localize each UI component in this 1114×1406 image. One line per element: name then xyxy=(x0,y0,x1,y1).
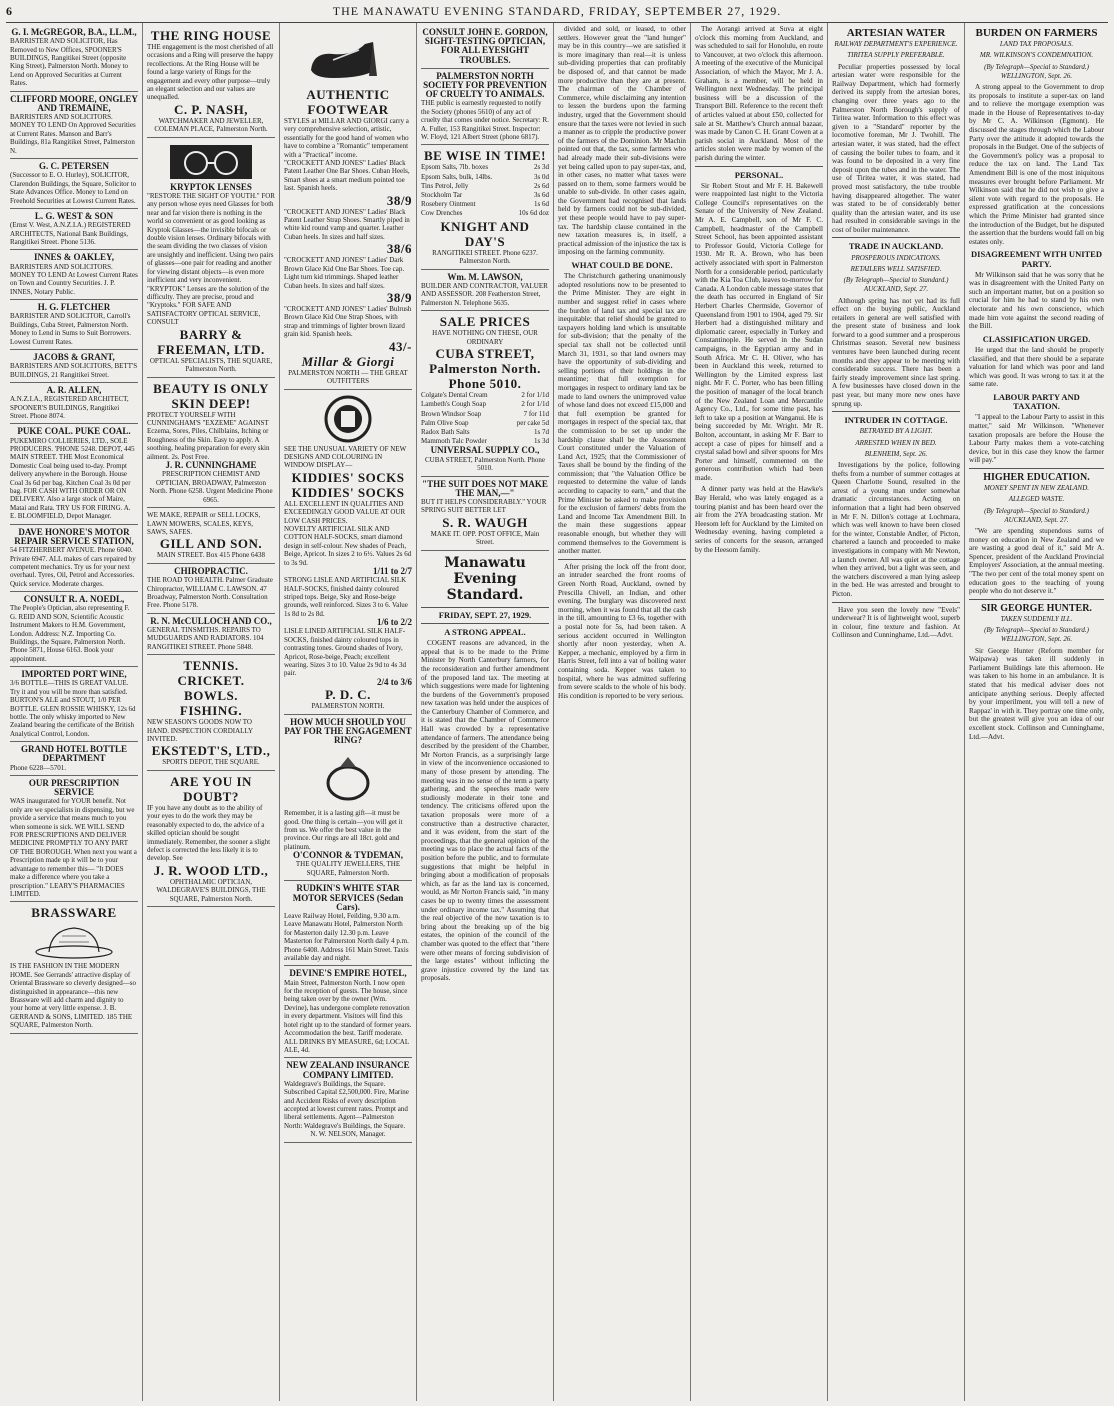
ad-tennis: TENNIS. CRICKET. BOWLS. FISHING. NEW SEASON'S GOODS NOW TO HAND. INSPECTION CORDIALLY INVITED. EKSTEDT'S, LTD., SPORTS DEPOT, THE SQUARE. xyxy=(147,655,275,771)
artesian-heading: ARTESIAN WATER xyxy=(846,27,946,39)
personal-news: Sir Robert Stout and Mr F. H. Bakewell were reappointed last night to the Victoria College Council's representatives on the Senate of the University of New Zealand. Mr A. E. Campbell, son of Mr F. C. Campbell, headmaster of the Campbell Street School, has been appointed assistant to Professor Gould, Victoria College for 1930. Mr R. A. Brown, who has been actively associated with sport in Palmerston North for a considerable period, particularly with the Kia Toa Club, leaves to-morrow for Canada. A London cable message states that the death has occurred in England of Sir Herbert Charles Chermside, Governor of Queensland from 1901 to 1904, aged 79. Sir Herbert had a distinguished military and diplomatic career, especially in Turkey and Constantinople. He served in the Sudan campaigns, in the Egyptian army and in South Africa. Mr C. H. Oliver, who has been in Auckland this week, returned to Wellington by the Limited express last night. Mr F. C. Porter, who has been filling the position of manager of the local branch of the New Zealand Loan and Mercantile Agency Co., Ltd., for some time past, has left to take up a position at Wanganui. He is being succeeded by Mr. Wright. Mr R. Bolton, accountant, in asking Mr F. Barr to accept a case of pipes for himself and a crystal salad bowl and silver spoons for Mrs Porter and himself, commented on the generous contribution which had been made. xyxy=(695,181,823,482)
brassware-illustration xyxy=(29,922,119,960)
ad-prescription: OUR PRESCRIPTION SERVICE WAS inaugurated for YOUR benefit. Not only are we specialists in dispensing, but we provide a service that means much to you when someone is sick. WE WILL SEND FOR PRESCRIPTIONS AND DELIVER MEDICINE PROMPTLY TO ANY PART OF THE BOROUGH. When next you want a Prescription made up it will be to your advantage to remember this— "It DOES make a difference where you take a prescription." LEARY'S PHARMACIES LIMITED. xyxy=(10,776,138,902)
news-briefs: After prising the lock off the front door, an intruder searched the front rooms of Green North Road, Auckland, owned by Prescilla Chivell, an Indian, and other evening. The burglary was discovered next morning, when it was found that all the cash in the till, amounting to £3 6s, together with a postal note for 5s, had been taken. A serious accident occurred in Wellington shortly after noon yesterday, when A. Kepper, a mechanic, employed by a firm in Harris Street, fell into a vat of boiling water containing soda. Kepper was taken to hospital, where he was admitted suffering from severe scalds to the whole of his body. His condition is reported to be very serious. xyxy=(558,562,686,700)
burden-article: A strong appeal to the Government to drop its proposals to institute a super-tax on land and to relieve the mortgage exemption was made in the House of Representatives to-day by Mr C. A. Wilkinson (Egmont). He discussed the stages through which the Labour Party over the attitude it adopted towards the proposals in the Budget. One of the subjects of the Government's policy was a proposal to reduce the tax on land. The Land Tax Amendment Bill is one of the most iniquitous measures ever brought before Parliament. Mr Wilkinson said that he did not wish to give a silent vote with regard to the proposals. He expressed gratification at the concessions which the Prime Minister had granted since the introduction of the Budget, but he disputed the assertion that the burdens would fall on big estates only. xyxy=(969,83,1104,246)
ad-waugh-suit: "THE SUIT DOES NOT MAKE THE MAN,—" BUT IT HELPS CONSIDERABLY." YOUR SPRING SUIT BETTER LET S. R. WAUGH MAKE IT. OPP. POST OFFICE, Main Street. xyxy=(421,477,549,551)
ad-gordon-optician: CONSULT JOHN E. GORDON, SIGHT-TESTING OPTICIAN, FOR ALL EYESIGHT TROUBLES. xyxy=(421,25,549,69)
page-number: 6 xyxy=(6,4,13,18)
ad-be-wise: BE WISE IN TIME! Epsom Salts, 7lb. boxes 2s 3d Epsom Salts, bulk, 14lbs. 3s 0d Tins Petrol, Jelly 2s 6d Stockholm Tar 3s 6d Rosebery Ointment 1s 6d Cow Drenches 10s 6d doz KNIGHT AND DAY'S RANGITIKEI STREET. Phone 6237. Palmerston North. xyxy=(421,145,549,269)
intruder-article: Investigations by the police, following thefts from a number of summer cottages at Queen Charlotte Sound, resulted in the arrest of a young man under somewhat dramatic circumstances. Acting on information that a light had been observed in Mr F. N. Dillon's cottage at Lochmara, which was well known to have been closed for the winter, Constable Andler, of Picton, chartered a launch and proceeded to make investigations in company with Mr Newton, a launch owner. All was quiet at the cottage when they arrived, but a light was seen, and the watchers discovered a man lying asleep in the bed. He was arrested and brought to Picton. xyxy=(832,461,960,598)
ad-sale-prices: SALE PRICES HAVE NOTHING ON THESE, OUR ORDINARY CUBA STREET, Palmerston North. Phone 5010. Colgate's Dental Cream 2 for 1/1d Lambeth's Cough Soap 2 for 1/1d Brown Windsor Soap 7 for 11d Palm Olive Soap per cake 5d Radox Bath Salts 1s 7d Mammoth Talc Powder 1s 3d UNIVERSAL SUPPLY CO., CUBA STREET, Palmerston North. Phone 5010. xyxy=(421,311,549,476)
ad-lawson: Wm. M. LAWSON, BUILDER AND CONTRACTOR, VALUER AND ASSESSOR. 208 Featherston Street, Palmerston N. Telephone 5635. xyxy=(421,270,549,311)
ad-west-son: L. G. WEST & SON (Ernst V. West, A.N.Z.I.A.) REGISTERED ARCHITECTS, National Bank Buildings, Rangitikei Street. Phone 5136. xyxy=(10,209,138,250)
ad-mcculloch: R. N. McCULLOCH AND CO., GENERAL TINSMITHS. REPAIRS TO MUDGUARDS AND RADIATORS. 104 RANGITIKEI STREET. Phone 5848. xyxy=(147,614,275,655)
education-heading: HIGHER EDUCATION. xyxy=(983,472,1090,483)
ring-illustration xyxy=(318,747,378,807)
ad-gill: WE MAKE, REPAIR or SELL LOCKS, LAWN MOWERS, SCALES, KEYS, SAWS, SAFES. GILL AND SON. MAIN STREET. Box 415 Phone 6438 xyxy=(147,508,275,564)
editorial-body: COGENT reasons are advanced, in the appeal that is to be made to the Prime Minister by North Canterbury farmers, for the reconsideration and further amendment of the proposed land tax. The meeting at which suggestions were made for lightening the burdens of the Government's proposed new taxation was held under the auspices of the Canterbury Chamber of Commerce, and it is stated that the Chamber of Commerce Hall was crowded by a representative attendance of farmers. The attendance being described by the president of the Chamber, Mr Norton Francis, as a surprisingly large in view of the inconvenience occasioned to many of those present by attending. The meeting was in no sense of the term a party gathering, and the speeches made were studiously moderate in their tone and tendency. The criticisms offered upon the taxation proposals were more of a constructive than a destructive character, and it was evident, from the start of the proceedings, that the general opinion of the meeting was to place the actual facts of the position before the public, and to formulate suggestions that might be helpful in bringing about a modification of proposals which, as far as the land tax is concerned, would, as Mr Norton Francis said, "in many cases be up to twenty times the assessment under ordinary income tax." Assuming that the real objective of the new taxation is to bring about the breaking up of the big estates, the opinion of the council of the chamber was quoted to the effect that "there were other means of forcing subdivision of the large estates" without inflicting the grave injustice covered by the land tax proposals. xyxy=(421,639,549,983)
column-1 xyxy=(6,23,143,1401)
ad-jacobs-grant: JACOBS & GRANT, BARRISTERS AND SOLICITORS, BETT'S BUILDINGS, 21 Rangitikei Street. xyxy=(10,350,138,383)
ad-ring-house: THE RING HOUSE THE engagement is the most cherished of all occasions and a Ring will preserve the happy recollections. At the Ring House will be found a large variety of Rings for the engagement and every other purpose—truly an elegant selection and our values are unequalled. C. P. NASH, WATCHMAKER AND JEWELLER, COLEMAN PLACE, Palmerston North. xyxy=(147,25,275,138)
column-4 xyxy=(417,23,554,1401)
ad-fletcher: H. G. FLETCHER BARRISTER AND SOLICITOR, Carroll's Buildings, Cuba Street, Palmerston North. Money to Lend in Sums to Suit Borrowers. Lowest Current Rates. xyxy=(10,300,138,350)
ad-port-wine: IMPORTED PORT WINE, 3/6 BOTTLE—THIS IS GREAT VALUE. Try it and you will be more than satisfied. BURTON'S ALE and STOUT, 1/0 PER BOTTLE. GLEN ROSSIE WHISKY, 12s 6d bottle. The only whisky imported to New Zealand bearing the certificate of the British Analytical Control, London. xyxy=(10,667,138,742)
ad-noedl: CONSULT R. A. NOEDL, The People's Optician, also representing F. G. REID AND SON, Scientific Acoustic Instrument Makers to H.M. Government, London. Address: N.Z. Importing Co. Buildings, the Square, Palmerston North. Phone 5871, House 6163. Book your appointment. xyxy=(10,592,138,667)
trade-article: Although spring has not yet had its full effect on the buying public, Auckland retailers in general are well satisfied with the present state of business and look forward to a good summer and a prosperous Christmas season. Several new business ventures have been launched during recent months and they appear to be meeting with considerable success. There has been a fairly steady improvement since last spring. A few businesses have closed down in the past year, but many more new ones have sprung up. xyxy=(832,296,960,408)
artesian-article: Peculiar properties possessed by local artesian water were responsible for the Railway Department, which had formerly derived its supply from the artesian bores, changing over three years ago to the Palmerston North Borough's supply of Tiritea water. Information to this effect was given to a "Standard" reporter by the locomotive foreman, Mr J. Twohill. The artesian water, it was stated, had the effect of causing the boiler tubes to foam, and it was found to be deposited in a very fine deposit upon the tubes and in the water. The use of Tiritea water, it was stated, had proved most satisfactory, the tube trouble having disappeared altogether. The water was stated to be of considerably better quality than the artesian water, and its use had resulted in considerable savings in the cost of boiler maintenance. xyxy=(832,62,960,234)
ad-mcgregor: G. I. McGREGOR, B.A., LL.M., BARRISTER AND SOLICITOR, Has Removed to New Offices, SPOONER'S BUILDINGS, Rangitikei Street (opposite King Street), Palmerston North. Money to Lend on Approved Securities at Current Rates. xyxy=(10,25,138,92)
burden-heading: BURDEN ON FARMERS xyxy=(975,27,1098,39)
editorial-subheading: WHAT COULD BE DONE. xyxy=(571,260,673,271)
general-news: The Aorangi arrived at Suva at eight o'clock this morning from Auckland, and was scheduled to sail for Honolulu, en route to Vancouver, at two o'clock this afternoon. A meeting of the executive of the Municipal Association, of which the Mayor, Mr J. A. Graham, is a member, will be held in Wellington next Wednesday. The principal business will be a discussion of the Transport Bill. Reference to the recent theft of articles valued at about £50, collected for sale at St. Matthew's Church annual bazaar, was made by Canon C. H. Grant Cowen at a parish social in Auckland. Most of the articles stolen were made by women of the parish during the winter. xyxy=(695,25,823,162)
page-masthead xyxy=(6,4,1108,23)
column-7: ARTESIAN WATER RAILWAY DEPARTMENT'S EXPERIENCE. TIRITEA SUPPLY PREFERABLE. Peculiar properties possessed by local artesian water were responsible for the Railway Department, which had formerly derived its supply from the artesian bores, changing over three years ago to the Palmerston North Borough's supply of Tiritea water. Information to this effect was given to a "Standard" reporter by the locomotive foreman, Mr J. Twohill. The artesian water, it was stated, had the effect of causing the boiler tubes to foam, and it was found to be deposited in a very fine deposit upon the tubes and in the water. The use of Tiritea water, it was stated, had proved most satisfactory, the tube trouble having disappeared altogether. The water was stated to be of considerably better quality than the artesian water, and its use had resulted in considerable savings in the cost of boiler maintenance. TRADE IN AUCKLAND. PROSPEROUS INDICATIONS. RETAILERS WELL SATISFIED. (By Telegraph—Special to Standard.) AUCKLAND, Sept. 27. Although spring has not yet had its full effect on the buying public, Auckland retailers in general are well satisfied with the present state of business and look forward to a good summer and a prosperous Christmas season. Several new business ventures have been launched during recent months and they appear to be meeting with considerable success. There has been a fairly steady improvement since last spring. A few businesses have closed down in the past year, but many more new ones have sprung up. INTRUDER IN COTTAGE. BETRAYED BY A LIGHT. ARRESTED WHEN IN BED. BLENHEIM, Sept. 26. Investigations by the police, following thefts from a number of summer cottages at Queen Charlotte Sound, resulted in the arrest of a young man under somewhat dramatic circumstances. Acting on information that a light had been observed in Mr F. N. Dillon's cottage at Lochmara, which was well known to have been closed for the winter, Constable Andler, of Picton, chartered a launch and proceeded to make investigations in company with Mr Newton, a launch owner. All was quiet at the cottage when they arrived, but a light was seen, and the watchers discovered a man lying asleep in the bed. He was arrested and brought to Picton. Have you seen the lovely new "Evels" underwear? It is of lightweight wool, superb in colour, fine texture and fashion. At Collinson and Cunninghame, Ltd.—Advt. xyxy=(828,23,965,1401)
ad-in-doubt: ARE YOU IN DOUBT? IF you have any doubt as to the ability of your eyes to do the work they may be reasonably expected to do, the advice of a skilled optician should be sought immediately. Remember, the sooner a slight defect is corrected the less likely it is to develop. See J. R. WOOD LTD., OPHTHALMIC OPTICIAN, WALDEGRAVE'S BUILDINGS, THE SQUARE, Palmerston North. xyxy=(147,771,275,907)
hunter-article: Sir George Hunter (Reform member for Waipawa) was taken ill suddenly in Parliament Buildings late this afternoon. He was taken to his home in an ambulance. It is stated that his medical adviser does not anticipate anything serious. Deeply affected by your imperilment, you will tell a new of Rappaz' in with it. They portray one time only, but the greatest will give you an idea of our excellent stock. Collinson and Cunninghame, Ltd.—Advt. xyxy=(969,646,1104,741)
column-5 xyxy=(554,23,691,1401)
trade-heading: TRADE IN AUCKLAND. xyxy=(848,241,944,252)
evels-advert: Have you seen the lovely new "Evels" underwear? It is of lightweight wool, superb in colour, fine texture and fashion. At Collinson and Cunninghame, Ltd.—Advt. xyxy=(832,605,960,640)
pdc-logo-icon xyxy=(317,395,379,443)
newspaper-nameplate: Manawatu Evening Standard. xyxy=(444,554,526,603)
ad-beauty: BEAUTY IS ONLY SKIN DEEP! PROTECT YOURSELF WITH CUNNINGHAM'S "EXZEME" AGAINST Eczema, Sores, Piles, Chilblains, Itching or Roughness of the Skin. Easy to apply. A soothing, healing preparation for every skin ailment. 2s. Post Free. J. R. CUNNINGHAME PRESCRIPTION CHEMIST AND OPTICIAN, BROADWAY, Palmerston North. Phone 6258. Urgent Medicine Phone 6965. xyxy=(147,378,275,509)
ad-chiropractic: CHIROPRACTIC. THE ROAD TO HEALTH. Palmer Graduate Chiropractor, WILLIAM C. LAWSON. 47 Broadway, Palmerston North. Consultation Free. Phone 5178. xyxy=(147,564,275,614)
ad-puke-coal: PUKE COAL. PUKE COAL. PUKEMIRO COLLIERIES, LTD., SOLE PRODUCERS. 'PHONE 5248. DEPOT, 445 MAIN STREET. THE Most Economical Domestic Coal being used to-day. Prompt delivery anywhere in the Borough. House Coal 3s 6d per bag. Kitchen Coal 3s 0d per bag. FOR CASH WITH ORDER OR ON DELIVERY. Also a large stock of Maire, Matai and Rata. TRY US FOR FIRING. A. E. BLOOMFIELD, Depot Manager. xyxy=(10,424,138,524)
editorial-heading: A STRONG APPEAL. xyxy=(444,626,526,637)
ad-kryptok: KRYPTOK LENSES "RESTORE THE SIGHT OF YOUTH." FOR any person whose eyes need Glasses for both near and far vision there is nothing in the world so convenient or as good looking as Kryptok Glasses—the invisible bifocals or double vision lenses. Ordinary bifocals with the seam dividing the two classes of vision are unsightly and inefficient. Using two pairs of glasses—one pair for reading and another for viewing distant objects—is even more inefficient and very inconvenient. "KRYPTOK" Lenses are the solution of the difficulty. They are precise, proud and "Kryptoks." FOR SAFE AND SATISFACTORY OPTICAL SERVICE, CONSULT BARRY & FREEMAN, LTD. OPTICAL SPECIALISTS, THE SQUARE, Palmerston North. xyxy=(147,138,275,378)
ad-spca: PALMERSTON NORTH SOCIETY FOR PREVENTION OF CRUELTY TO ANIMALS. THE public is earnestly requested to notify the Society (phones 5610) of any act of cruelty that comes under notice. Secretary: R. A. Fuller, 153 Rangitikei Street. Inspector: W. Floyd, 121 Albert Street (phone 6817). xyxy=(421,69,549,146)
ad-petersen: G. C. PETERSEN (Successor to E. O. Hurley), SOLICITOR, Clarendon Buildings, the Square, Solicitor to State Advances Office. Money to Lend on Freehold Securities at Lowest Current Rates. xyxy=(10,159,138,209)
ad-footwear: AUTHENTIC FOOTWEAR STYLES at MILLAR AND GIORGI carry a very comprehensive selection, artistic, essentially for the good hand of women who have to combine a "Romantic" temperament with a "Practical" income. "CROCKETT AND JONES" Ladies' Black Patent Leather One Bar Shoes. Cuban Heels, Smart shoes at a smart medium pointed toe last. Spanish heels. 38/9 "CROCKETT AND JONES" Ladies' Black Patent Leather Strap Shoes. Smartly piped in white kid round vamp and quarter. Leather Cuban heels. In sizes and half sizes. 38/6 "CROCKETT AND JONES" Ladies' Dark Brown Glace Kid One Bar Shoes. Toe cap. Light turn kid trimmings. Shaped leather Cuban heels. In sizes and half sizes. 38/9 "CROCKETT AND JONES" Ladies' Bulrush Brown Glace Kid One Strap Shoes, with strap and trimmings of lighter brown lizard grain kid. Spanish heels. 43/- Millar & Giorgi PALMERSTON NORTH — THE GREAT OUTFITTERS xyxy=(284,25,412,390)
social-news: A dinner party was held at the Hawke's Bay Herald, who was lately engaged as a touring pianist and has been heard over the air from the 2YA broadcasting station. Mr Heesom left for Auckland by the Limited on Wednesday evening, having completed a series of concerts for the season, arranged by the Heesom family. xyxy=(695,485,823,554)
ad-engagement-ring: HOW MUCH SHOULD YOU PAY FOR THE ENGAGEMENT RING? Remember, it is a lasting gift—it must be good. One thing is certain—you will get it from us. We offer the best value in the province. Our rings are all 18ct. gold and platinum. O'CONNOR & TYDEMAN, THE QUALITY JEWELLERS, THE SQUARE, Palmerston North. xyxy=(284,715,412,882)
intruder-heading: INTRUDER IN COTTAGE. xyxy=(844,415,948,426)
spectacles-illustration xyxy=(166,143,256,181)
editorial-resolutions: The Christchurch gathering unanimously adopted resolutions now to be presented to the Prime Minister. They are eight in number and suggest relief in cases where the burden of land tax and special tax are inequitable: that relief should be granted to taxpayers holding land which is unsuitable for sub-division; that the penalty of the special tax shall not be collected until March 31, 1931, so that land owners may have the opportunity of sub-dividing and selling portions of their holdings in the meantime; that full exemption for mortgages in respect to ordinary land tax be made to land owners the unimproved value of whose land does not exceed £15,000 and that full exemption be granted for mortgages in respect of the special tax, that the commission to be set up under the hardship clause shall be the Assessment Court constituted under the Valuation of Land Act, 1925; that the Commissioner of Taxes shall be bound by the finding of the commission; that "the Valuation Office be requested to determine the value of lands according to capacity to earn," and that the Prime Minister be asked to make provision for the exclusion of farmers' debts from the Land and Income Tax Amendment Bill. In the main these suggestions appear reasonable enough, but whether they will commend themselves to the Government is another matter. xyxy=(558,272,686,556)
issue-date: FRIDAY, SEPT. 27, 1929. xyxy=(438,609,532,620)
ad-grand-hotel: GRAND HOTEL BOTTLE DEPARTMENT Phone 6228—5701. xyxy=(10,742,138,776)
ad-rudkin: RUDKIN'S WHITE STAR MOTOR SERVICES (Sedan Cars). Leave Railway Hotel, Feilding, 9.30 a.m. Leave Manawatu Hotel, Palmerston North for Masterton daily 12.30 p.m. Leave Masterton for Palmerston North daily 4 p.m. Phone 6408. Address 161 Main Street. Taxis available day and night. xyxy=(284,881,412,966)
hunter-heading: SIR GEORGE HUNTER. xyxy=(981,602,1092,614)
ad-pdc-socks: SEE THE UNUSUAL VARIETY OF NEW DESIGNS AND COLOURING IN WINDOW DISPLAY— KIDDIES' SOCKS KIDDIES' SOCKS ALL EXCELLENT IN QUALITIES AND EXCEEDINGLY GOOD VALUE AT OUR LOW CASH PRICES. NOVELTY ARTIFICIAL SILK AND COTTON HALF-SOCKS, smart diamond design in self-colour. New shades of Peach, Beige, Apricot. In sizes 2 to 6½. Values 2s 6d to 3s 9d. 1/11 to 2/7 STRONG LISLE AND ARTIFICIAL SILK HALF-SOCKS, finished dainty coloured striped tops. Beige, Sky and Rose-beige grounds, well reinforced. Sizes 3 to 6. Value 1s 8d to 2s 8d. 1/6 to 2/2 LISLE LINED ARTIFICIAL SILK HALF-SOCKS, finished dainty coloured tops in contrasting tones. Ground shades of Ivory, Apricot, Rose-beige, Peach; excellent wearing. Sizes 3 to 10. Value 2s 9d to 4s 3d pair. 2/4 to 3/6 P. D. C. PALMERSTON NORTH. xyxy=(284,390,412,715)
personal-heading: PERSONAL. xyxy=(734,169,784,180)
column-2 xyxy=(143,23,280,1401)
ad-allen: A. R. ALLEN, A.N.Z.I.A., REGISTERED ARCHITECT, SPOONER'S BUILDINGS, Rangitikei Street. Phone 8074. xyxy=(10,383,138,424)
education-article: "We are spending stupendous sums of money on education in New Zealand and we are wasting a good deal of it," said Mr A. Spencer, president of the Auckland Provincial Employers' Association, at the annual meeting. "The two per cent of the total money spent on education goes to the teaching of young people who do not deserve it." xyxy=(969,527,1104,596)
ad-innes-oakley: INNES & OAKLEY, BARRISTERS AND SOLICITORS. MONEY TO LEND At Lowest Current Rates on Town and Country Securities. J. P. INNES, Notary Public. xyxy=(10,250,138,300)
column-8: BURDEN ON FARMERS LAND TAX PROPOSALS. MR. WILKINSON'S CONDEMNATION. (By Telegraph—Special to Standard.) WELLINGTON, Sept. 26. A strong appeal to the Government to drop its proposals to institute a super-tax on land and to relieve the mortgage exemption was made in the House of Representatives to-day by Mr C. A. Wilkinson (Egmont). He discussed the stages through which the Labour Party over the attitude it adopted towards the proposals in the Budget. One of the subjects of the Government's policy was a proposal to reduce the tax on land. The Land Tax Amendment Bill is one of the most iniquitous measures ever brought before Parliament. Mr Wilkinson said that he did not wish to give a silent vote with regard to the proposals. He expressed gratification at the concessions which the Prime Minister had granted since the introduction of the Budget, but he disputed the assertion that the burdens would fall on big estates only. DISAGREEMENT WITH UNITED PARTY. Mr Wilkinson said that he was sorry that he was in disagreement with the United Party on such an important matter, but on a position so crucial for him he had to stand by his own electorate and his own conscience, which made him vote against the second reading of the Bill. CLASSIFICATION URGED. He urged that the land should be properly classified, and that there should be a separate valuation for land which was poor and land which was good. It was wrong to tax it at the same rate. LABOUR PARTY AND TAXATION. "I appeal to the Labour Party to assist in this matter," said Mr Wilkinson. "Whenever taxation proposals are before the House the Labour Party makes them a vote-catching device, but in this case they know the farmer will pay." HIGHER EDUCATION. MONEY SPENT IN NEW ZEALAND. ALLEGED WASTE. (By Telegraph—Special to Standard.) AUCKLAND, Sept. 27. "We are spending stupendous sums of money on education in New Zealand and we are wasting a good deal of it," said Mr A. Spencer, president of the Auckland Provincial Employers' Association, at the annual meeting. "The two per cent of the total money spent on education goes to the teaching of young people who do not deserve it." SIR GEORGE HUNTER. TAKEN SUDDENLY ILL. (By Telegraph—Special to Standard.) WELLINGTON, Sept. 26. Sir George Hunter (Reform member for Waipawa) was taken ill suddenly in Parliament Buildings late this afternoon. He was taken to his home in an ambulance. It is stated that his medical adviser does not anticipate anything serious. Deeply affected by your imperilment, you will tell a new of Rappaz' in with it. They portray one time only, but the greatest will give you an idea of our excellent stock. Collinson and Cunninghame, Ltd.—Advt. xyxy=(969,27,1104,741)
column-6 xyxy=(691,23,828,1401)
ad-devine-hotel: DEVINE'S EMPIRE HOTEL, Main Street, Palmerston North. I now open for the reception of guests. The house, since being taken over by the owner (Wm. Devine), has undergone complete renovation in every department. Visitors will find this hotel right up to the standard of former years. Accommodation the best. Tariff moderate. ALL DRINKS BY MEASURE, 6d; LOCAL ALE, 4d. xyxy=(284,966,412,1058)
ad-brassware: BRASSWARE IS THE FASHION IN THE MODERN HOME. See Gerrands' attractive display of Oriental Brassware so cleverly designed—so distinguished in appearance—this new Brassware will add charm and dignity to your home at very little expense. J. B. GERRAND & SONS, LIMITED. 185 THE SQUARE, Palmerston North. xyxy=(10,902,138,1033)
masthead-title: THE MANAWATU EVENING STANDARD, FRIDAY, SEPTEMBER 27, 1929. xyxy=(332,4,782,18)
editorial-continued: divided and sold, or leased, to other settlers. However great the "land hunger" may be in this country—we are satisfied it is more imaginary than real—it is unless sub-dividing properties that can profitably be disposed of, and that cannot be made more productive than they are at present. The chairman of the Chamber of Commerce, while disclaiming any intention to lessen the burdens upon the farming industry, urged that the Government should ensure that the taxes were not levied in such a manner as to cripple the productive power of the farmers of the Dominion. Mr Machin pointed out that, the tax, some farmers who had already made their sub-divisions were yet being called upon to pay super-tax, and, in other cases, no matter what taxes were passed on to them, some farmers would be unable to sub-divide. In other cases again, the Government had recognised that lands held by farmers could not be sub-divided, yet these people would have to pay super-tax. The hardship clause contained in the new taxation measures is, in itself, a practical admission of the injustice the tax is imposing on the farming community. xyxy=(558,25,686,257)
ad-honore: DAVE HONORE'S MOTOR REPAIR SERVICE STATION, 54 FITZHERBERT AVENUE. Phone 6040. Private 6947. ALL makes of cars repaired by competent mechanics. Try us for your next overhaul. Tyres, Oil, Petrol and Accessories. Quick service. Moderate charges. xyxy=(10,525,138,592)
column-3 xyxy=(280,23,417,1401)
ad-nz-insurance: NEW ZEALAND INSURANCE COMPANY LIMITED. Waldegrave's Buildings, the Square. Subscribed Capital £2,500,000. Fire, Marine and Accident Risks of every description accepted at lowest current rates. Prompt and liberal settlements. Agent—Palmerston North: Waldegrave's Buildings, the Square. N. W. NELSON, Manager. xyxy=(284,1058,412,1142)
ad-moore-ongley: CLIFFORD MOORE, ONGLEY AND TREMAINE, BARRISTERS AND SOLICITORS. MONEY TO LEND On Approved Securities at Current Rates. Manson and Barr's Buildings, 81a Rangitikei Street, Palmerston N. xyxy=(10,92,138,159)
shoe-illustration xyxy=(303,30,393,85)
